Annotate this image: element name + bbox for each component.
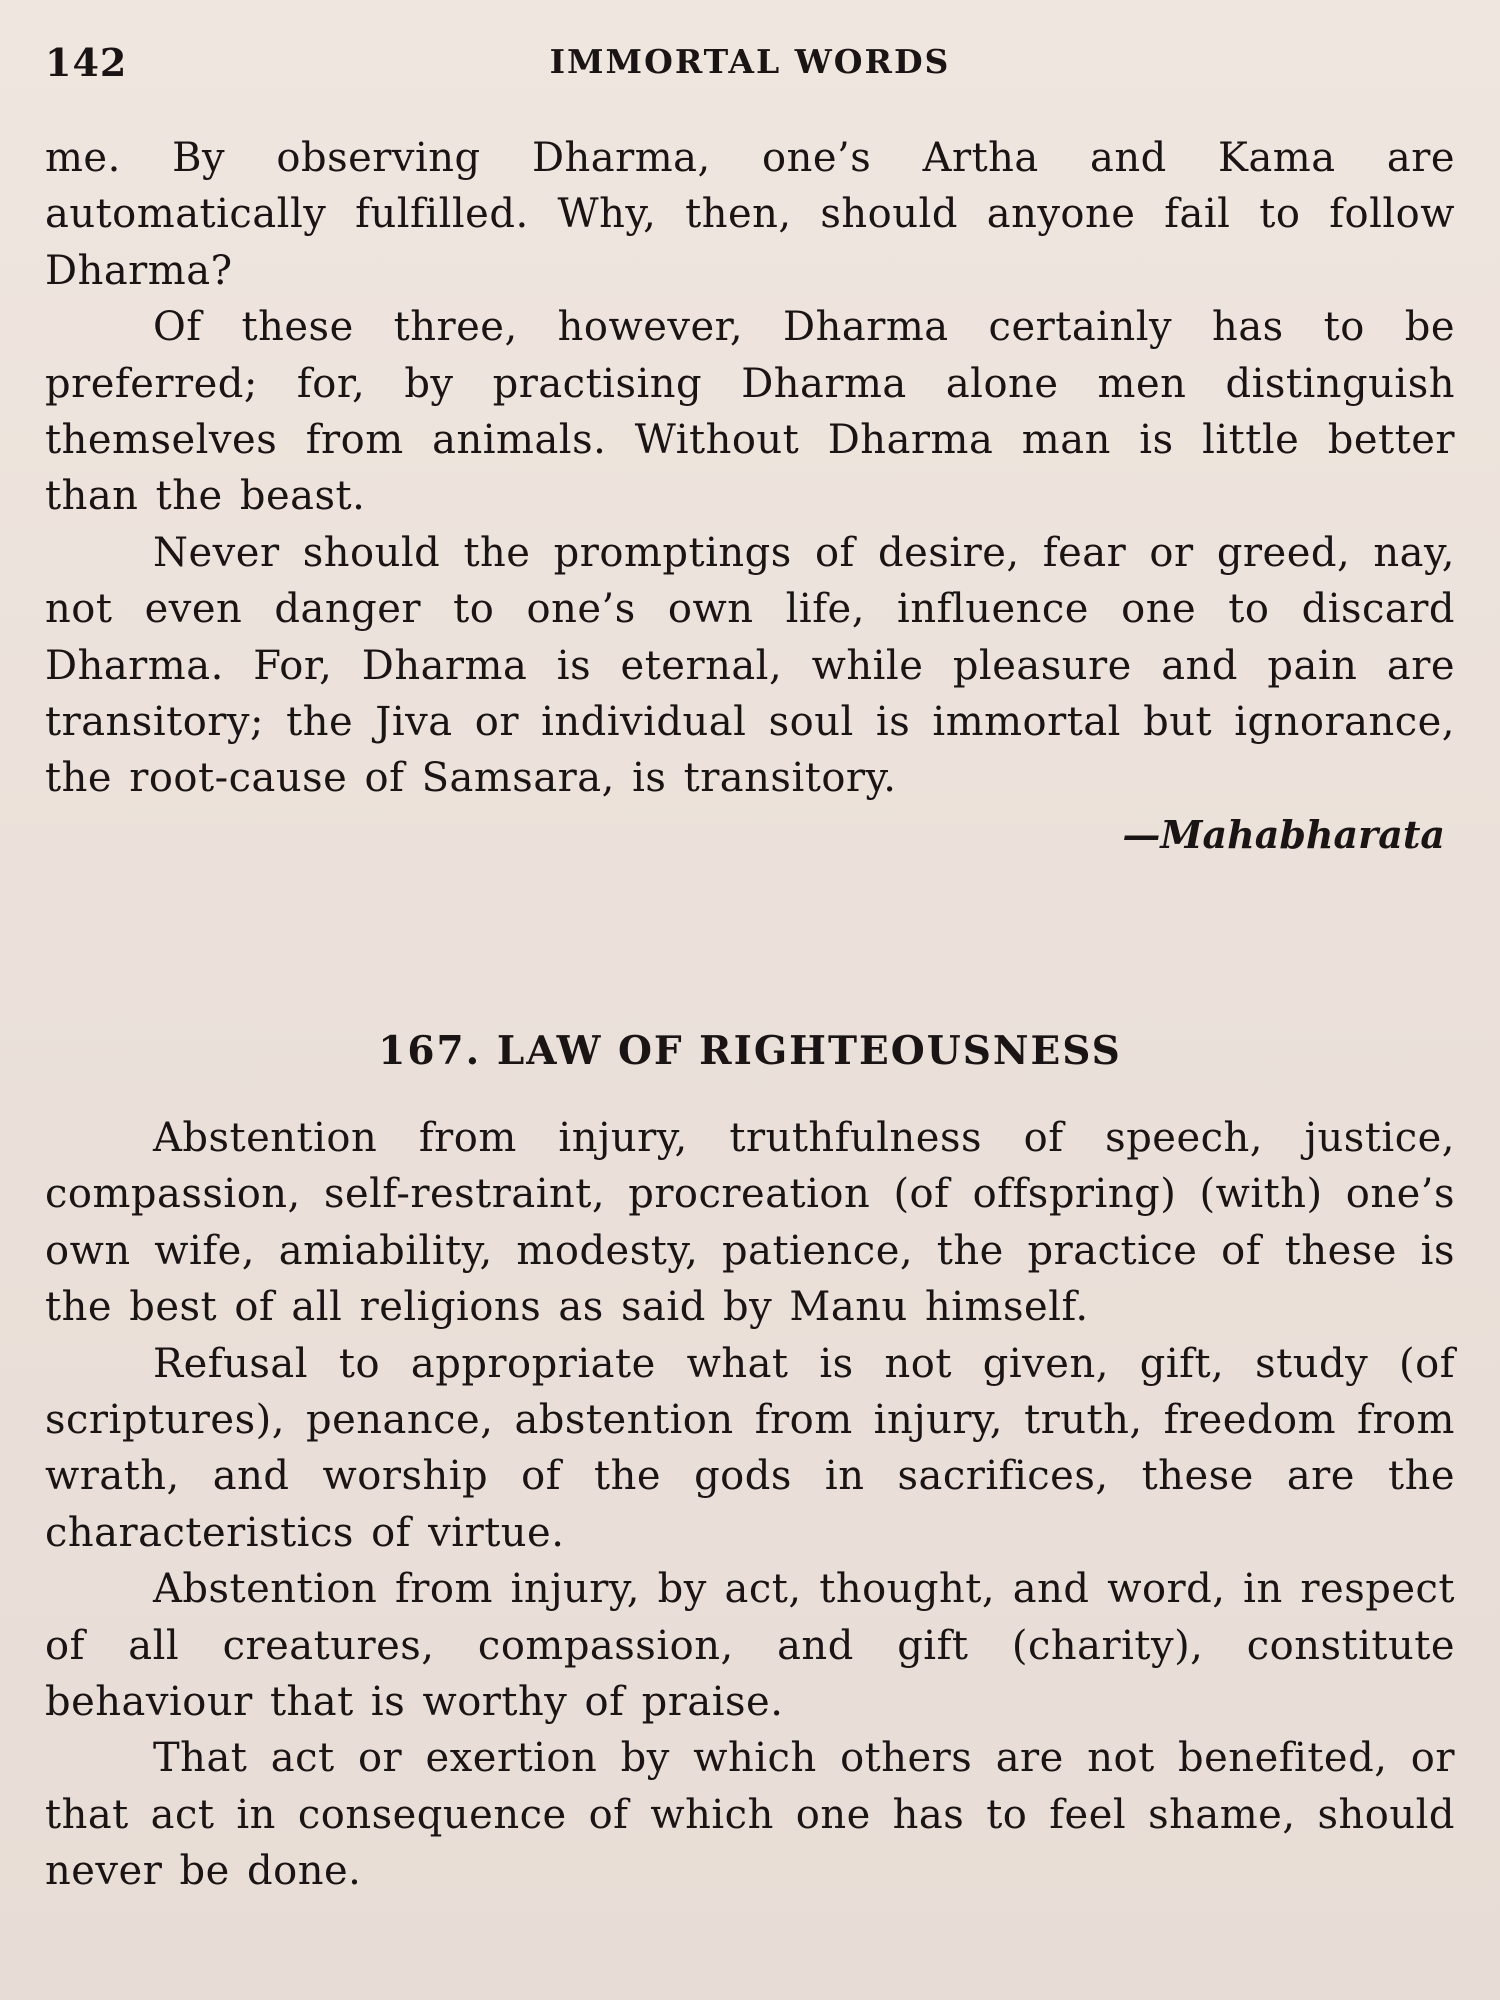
paragraph: Of these three, however, Dharma certainly has to be preferred; for, by practising Dharma alone men distinguish themselves from animals. Without Dharma man is little better than the beast. [45,304,1455,520]
section-167-body [45,1110,1455,1900]
page-header [45,40,1455,100]
page-number: 142 [45,40,128,85]
running-head: IMMORTAL WORDS [549,42,951,81]
section-166-body [45,130,1455,863]
paragraph: Never should the promptings of desire, fear or greed, nay, not even danger to one’s own life, influence one to discard Dharma. For, Dharma is eternal, while pleasure and pain are transitory; the Jiva or individual soul is immortal but ignorance, the root-cause of Samsara, is transitory. [45,529,1455,802]
paragraph-continued: me. By observing Dharma, one’s Artha and Kama are automatically fulfilled. Why, then, should anyone fail to follow Dharma? [45,135,1455,294]
paragraph: Refusal to appropriate what is not given, gift, study (of scriptures), penance, abstention from injury, truth, freedom from wrath, and worship of the gods in sacrifices, these are the characteristics of virtue. [45,1340,1455,1556]
paragraph: That act or exertion by which others are not benefited, or that act in consequence of which one has to feel shame, should never be done. [45,1735,1455,1895]
attribution: —Mahabharata [1122,811,1445,857]
section-heading: 167. LAW OF RIGHTEOUSNESS [378,1028,1122,1074]
paragraph: Abstention from injury, truthfulness of speech, justice, compassion, self-restraint, procreation (of offspring) (with) one’s own wife, amiability, modesty, patience, the practice of these is the best of all religions as said by Manu himself. [45,1115,1455,1331]
paragraph: Abstention from injury, by act, thought, and word, in respect of all creatures, compassion, and gift (charity), constitute behaviour that is worthy of praise. [45,1566,1455,1726]
